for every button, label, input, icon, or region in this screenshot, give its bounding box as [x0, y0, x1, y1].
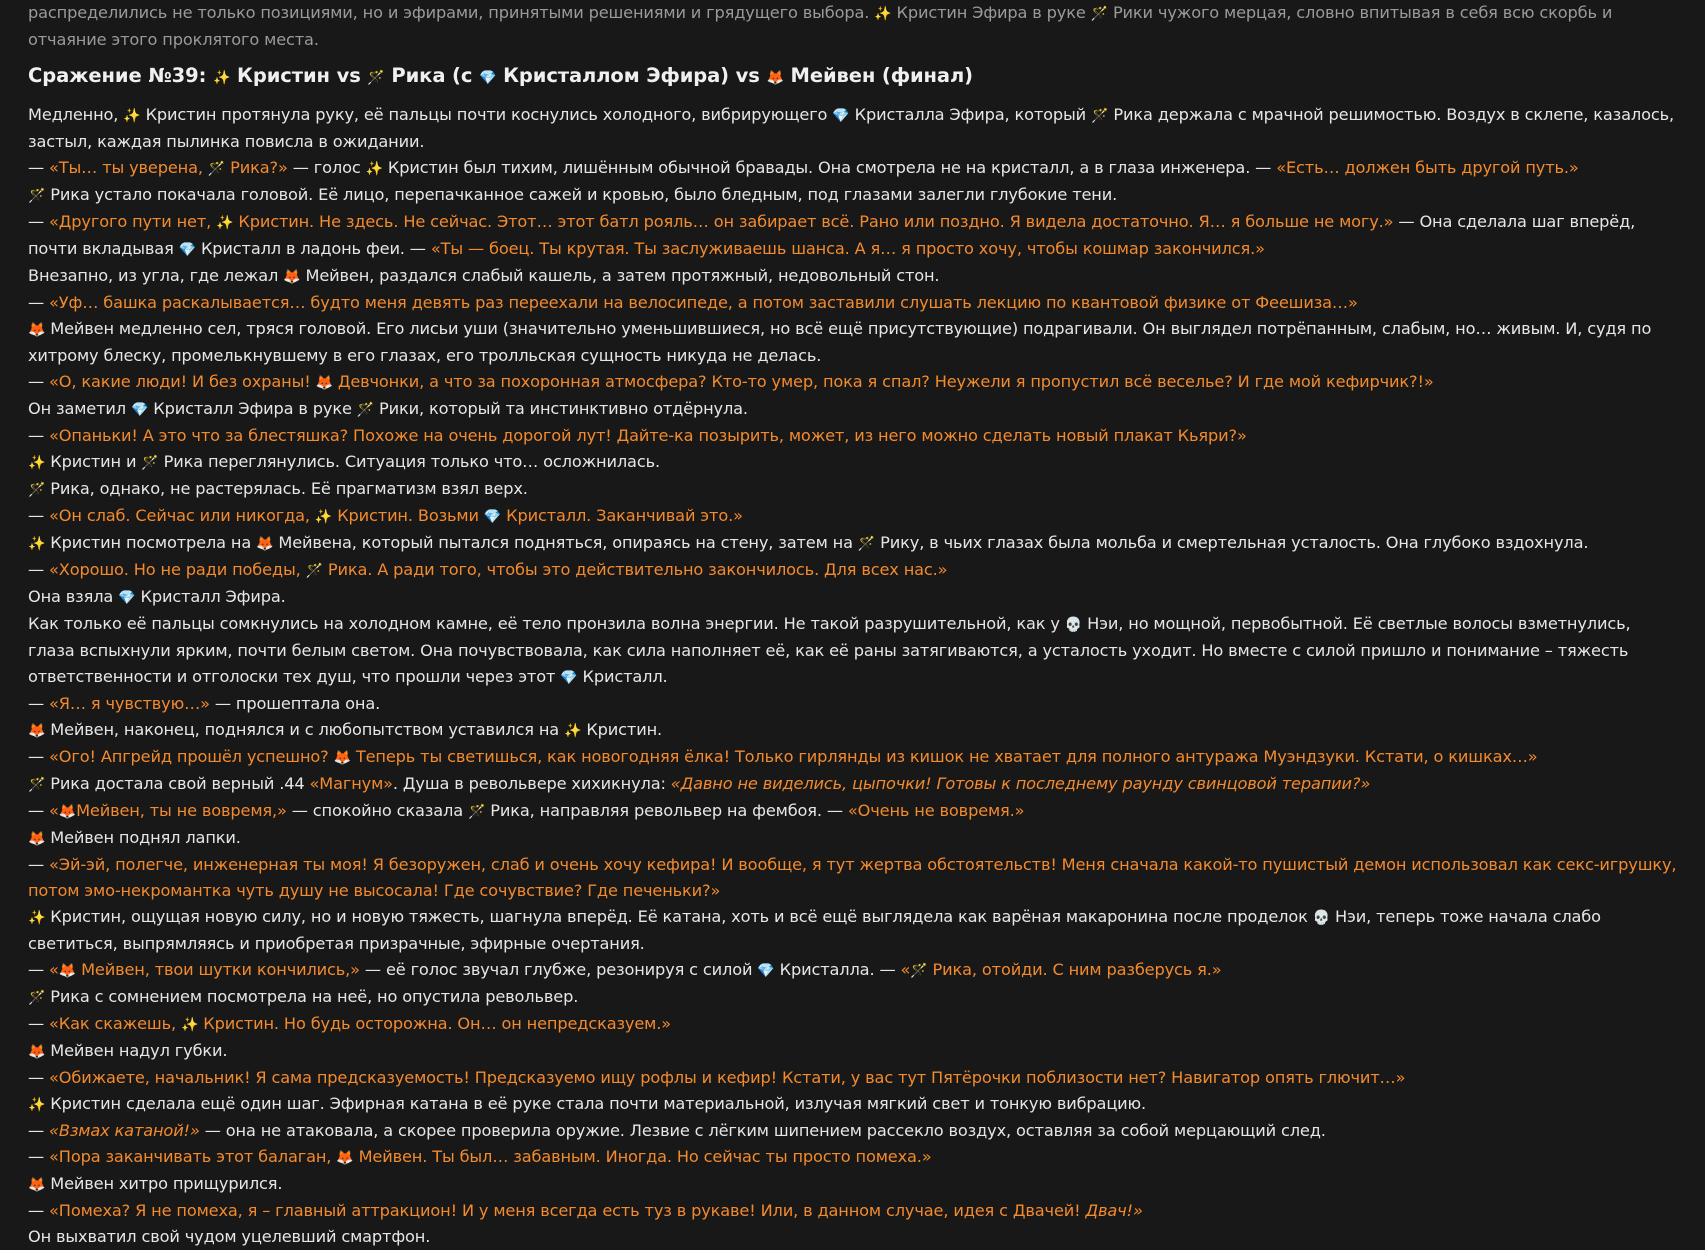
- dialogue-text: «Есть… должен быть другой путь.»: [1276, 158, 1579, 177]
- narration-text: Кристин, ощущая новую силу, но и новую тяжесть, шагнула вперёд. Её катана, хоть и всё ещё выглядела как варёная макаронина после проделок: [45, 907, 1313, 926]
- dialogue-text: Рика?»: [225, 158, 288, 177]
- gem-icon: 💎: [130, 402, 149, 418]
- narration-text: —: [28, 1201, 50, 1220]
- narration-text: Рики чужого мерцая, словно впитывая в себя всю скорбь и: [1107, 3, 1613, 22]
- fox-icon: 🦊: [28, 1044, 46, 1060]
- narration-text: —: [28, 1121, 50, 1140]
- narration-text: Рика устало покачала головой. Её лицо, перепачканное сажей и кровью, было бледным, под глазами залегли глубокие тени.: [45, 185, 1118, 204]
- narration-text: —: [28, 747, 50, 766]
- wand-icon: 🪄: [28, 990, 46, 1006]
- story-paragraph: [28, 503, 1681, 530]
- story-paragraph: [28, 584, 1681, 611]
- dialogue-text: «Ты — боец. Ты крутая. Ты заслуживаешь шанса. А я… я просто хочу, чтобы кошмар закончился.»: [430, 239, 1265, 258]
- narration-text: Нэи, но мощной, первобытной. Её светлые волосы взметнулись, глаза вспыхнули ярким, почти белым светом. Она почувствовала, как сила наполняет её, как её раны затягиваются, а усталость уходит. Но вместе с силой пришло и понимание – тяжесть ответственности и отголоски тех душ, что прошли через этот: [28, 614, 1631, 686]
- fox-icon: 🦊: [58, 804, 77, 820]
- narration-text: Кристалл в ладонь феи. —: [195, 239, 431, 258]
- dialogue-text: «Обижаете, начальник! Я сама предсказуемость! Предсказуемо ищу рофлы и кефир! Кстати, у вас тут Пятёрочки поблизости нет? Навигатор опять глючит…»: [49, 1068, 1406, 1087]
- narration-text: Нэи, теперь тоже начала слабо светиться, выпрямляясь и приобретая призрачные, эфирные очертания.: [28, 907, 1601, 953]
- fox-icon: 🦊: [333, 750, 351, 766]
- gem-icon: 💎: [757, 963, 775, 979]
- narration-text: Кристин посмотрела на: [45, 533, 257, 552]
- story-paragraph: [28, 825, 1681, 852]
- fox-icon: 🦊: [336, 1150, 354, 1166]
- narration-text: распределились не только позициями, но и эфирами, принятыми решениями и грядущего выбора.: [28, 3, 875, 22]
- narration-text: —: [28, 158, 50, 177]
- narration-text: Кристин был тихим, лишённым обычной бравады. Она смотрела не на кристалл, а в глаза инженера. —: [382, 158, 1277, 177]
- story-paragraph: [28, 290, 1681, 316]
- wand-icon: 🪄: [305, 563, 323, 579]
- narration-text: —: [28, 1014, 50, 1033]
- story-paragraph: [28, 396, 1681, 423]
- narration-text: — прошептала она.: [209, 694, 381, 713]
- narration-text: Рика с сомнением посмотрела на неё, но опустила револьвер.: [45, 987, 579, 1006]
- fox-icon: 🦊: [28, 322, 46, 338]
- wand-icon: 🪄: [28, 777, 46, 793]
- dialogue-text: «Помеха? Я не помеха, я – главный аттракцион! И у меня всегда есть туз в рукаве! Или, в данном случае, идея с Двачей!: [49, 1201, 1086, 1220]
- story-paragraph: [28, 182, 1681, 209]
- sparkle-icon: ✨: [213, 70, 231, 86]
- gem-icon: 💎: [832, 108, 850, 124]
- story-paragraph: [28, 423, 1681, 449]
- heading-text: Кристин vs: [230, 64, 368, 87]
- dialogue-text: Рика, отойди. С ним разберусь я.»: [927, 960, 1222, 979]
- sparkle-icon: ✨: [874, 6, 892, 22]
- gem-icon: 💎: [118, 590, 136, 606]
- narration-text: Кристин Эфира в руке: [891, 3, 1091, 22]
- story-paragraph: [28, 1144, 1681, 1171]
- narration-text: —: [28, 560, 50, 579]
- story-paragraph: [28, 1118, 1681, 1144]
- gem-icon: 💎: [483, 509, 502, 525]
- narration-text: Кристалл Эфира в руке: [148, 399, 357, 418]
- narration-text: —: [28, 960, 50, 979]
- wand-icon: 🪄: [28, 482, 46, 498]
- narration-text: Он выхватил свой чудом уцелевший смартфон.: [28, 1227, 431, 1246]
- narration-text: Она взяла: [28, 587, 119, 606]
- narration-text: — её голос звучал глубже, резонируя с силой: [359, 960, 758, 979]
- fox-icon: 🦊: [28, 831, 46, 847]
- story-paragraph: [28, 1224, 1681, 1250]
- story-paragraph: [28, 1038, 1681, 1065]
- wand-icon: 🪄: [356, 402, 375, 418]
- sparkle-icon: ✨: [365, 161, 383, 177]
- story-paragraph: [28, 27, 1681, 53]
- dialogue-text: Мейвен, твои шутки кончились,»: [76, 960, 360, 979]
- narration-text: Мейвен поднял лапки.: [45, 828, 241, 847]
- dialogue-text: Кристин. Не здесь. Не сейчас. Этот… этот батл рояль… он забирает всё. Рано или поздно. Я видела достаточно. Я… я больше не могу.»: [233, 212, 1394, 231]
- dialogue-text: Двач!»: [1085, 1201, 1143, 1220]
- narration-text: . Душа в револьвере хихикнула:: [392, 774, 671, 793]
- heading-text: Мейвен (финал): [783, 64, 973, 87]
- dialogue-text: «Ты… ты уверена,: [49, 158, 208, 177]
- battle-heading: [28, 61, 1681, 93]
- story-paragraph: [28, 155, 1681, 182]
- story-paragraph: [28, 209, 1681, 263]
- story-paragraph: [28, 717, 1681, 744]
- narration-text: Как только её пальцы сомкнулись на холодном камне, её тело пронзила волна энергии. Не такой разрушительной, как у: [28, 614, 1065, 633]
- wand-icon: 🪄: [207, 161, 226, 177]
- dialogue-text: «Взмах катаной!»: [49, 1121, 200, 1140]
- wand-icon: 🪄: [468, 804, 486, 820]
- dialogue-text: Девчонки, а что за похоронная атмосфера? Кто-то умер, пока я спал? Неужели я пропустил всё веселье? И где мой кефирчик?!»: [332, 372, 1434, 391]
- story-paragraph: [28, 557, 1681, 584]
- story-paragraph: [28, 957, 1681, 984]
- story-paragraph: [28, 798, 1681, 825]
- narration-text: —: [28, 694, 50, 713]
- narration-text: Рика держала с мрачной решимостью. Воздух в склепе, казалось, застыл, каждая пылинка повисла в ожидании.: [28, 105, 1674, 151]
- story-paragraph: [28, 1091, 1681, 1118]
- dialogue-text: Кристин. Но будь осторожна. Он… он непредсказуем.»: [198, 1014, 671, 1033]
- dialogue-text: «Опаньки! А это что за блестяшка? Похоже на очень дорогой лут! Дайте-ка позырить, может, из него можно сделать новый плакат Кьяри?»: [49, 426, 1247, 445]
- narration-text: Рику, в чьих глазах была мольба и смертельная усталость. Она глубоко вздохнула.: [875, 533, 1589, 552]
- narration-text: Мейвен надул губки.: [45, 1041, 228, 1060]
- dialogue-text: «Уф… башка раскалывается… будто меня девять раз переехали на велосипеде, а потом заставили слушать лекцию по квантовой физике от Феешиза…»: [49, 293, 1358, 312]
- story-paragraph: [28, 852, 1681, 904]
- dialogue-text: «Давно не виделись, цыпочки! Готовы к последнему раунду свинцовой терапии?»: [670, 774, 1371, 793]
- dialogue-text: Мейвен. Ты был… забавным. Иногда. Но сейчас ты просто помеха.»: [353, 1147, 932, 1166]
- narration-text: отчаяние этого проклятого места.: [28, 30, 319, 49]
- story-paragraph: [28, 263, 1681, 290]
- story-paragraph: [28, 449, 1681, 476]
- dialogue-text: «Он слаб. Сейчас или никогда,: [49, 506, 315, 525]
- story-paragraph: [28, 904, 1681, 957]
- narration-text: Кристалл Эфира.: [135, 587, 286, 606]
- wand-icon: 🪄: [910, 963, 928, 979]
- fox-icon: 🦊: [256, 536, 274, 552]
- dialogue-text: «Хорошо. Но не ради победы,: [49, 560, 306, 579]
- heading-text: Сражение №39:: [28, 64, 213, 87]
- story-paragraph: [28, 1065, 1681, 1091]
- narration-text: — спокойно сказала: [286, 801, 468, 820]
- story-paragraph: [28, 102, 1681, 155]
- story-paragraph: [28, 0, 1681, 27]
- dialogue-text: Кристалл. Заканчивай это.»: [501, 506, 743, 525]
- heading-text: Рика (с: [384, 64, 480, 87]
- story-paragraph: [28, 1011, 1681, 1038]
- dialogue-text: Мейвен, ты не вовремя,»: [76, 801, 287, 820]
- narration-text: Мейвена, который пытался подняться, опираясь на стену, затем на: [273, 533, 858, 552]
- dialogue-text: Теперь ты светишься, как новогодняя ёлка! Только гирлянды из кишок не хватает для полного антуража Муэндзуки. Кстати, о кишках…»: [350, 747, 1538, 766]
- narration-text: Мейвен медленно сел, тряся головой. Его лисьи уши (значительно уменьшившиеся, но всё ещё присутствующие) подрагивали. Он выглядел потрёпанным, слабым, но… живым. И, судя по хитрому блеску, промелькнувшему в его глазах, его тролльская сущность никуда не делась.: [28, 319, 1652, 365]
- sparkle-icon: ✨: [28, 910, 46, 926]
- story-paragraph: [28, 744, 1681, 771]
- wand-icon: 🪄: [1091, 108, 1109, 124]
- narration-text: Кристин протянула руку, её пальцы почти коснулись холодного, вибрирующего: [140, 105, 833, 124]
- narration-text: Рики, который та инстинктивно отдёрнула.: [374, 399, 748, 418]
- sparkle-icon: ✨: [123, 108, 141, 124]
- fox-icon: 🦊: [283, 269, 301, 285]
- sparkle-icon: ✨: [216, 215, 234, 231]
- story-paragraph: [28, 476, 1681, 503]
- narration-text: Рика, однако, не растерялась. Её прагматизм взял верх.: [45, 479, 528, 498]
- story-paragraph: [28, 984, 1681, 1011]
- sparkle-icon: ✨: [28, 536, 46, 552]
- narration-text: Кристин.: [581, 720, 663, 739]
- sparkle-icon: ✨: [180, 1017, 199, 1033]
- narration-text: Мейвен, раздался слабый кашель, а затем протяжный, недовольный стон.: [300, 266, 940, 285]
- story-text: [28, 0, 1681, 1250]
- narration-text: — она не атаковала, а скорее проверила оружие. Лезвие с лёгким шипением рассекло воздух, оставляя за собой мерцающий след.: [199, 1121, 1326, 1140]
- narration-text: — Она сделала шаг вперёд, почти вкладывая: [28, 212, 1636, 258]
- fox-icon: 🦊: [28, 1177, 46, 1193]
- narration-text: Внезапно, из угла, где лежал: [28, 266, 284, 285]
- narration-text: Он заметил: [28, 399, 131, 418]
- gem-icon: 💎: [560, 670, 578, 686]
- dialogue-text: Рика. А ради того, чтобы это действительно закончилось. Для всех нас.»: [322, 560, 948, 579]
- dialogue-text: «Очень не вовремя.»: [847, 801, 1025, 820]
- dialogue-text: «: [49, 960, 59, 979]
- narration-text: Мейвен хитро прищурился.: [45, 1174, 283, 1193]
- narration-text: —: [28, 1147, 50, 1166]
- narration-text: Медленно,: [28, 105, 124, 124]
- narration-text: Рика переглянулись. Ситуация только что… осложнилась.: [158, 452, 660, 471]
- wand-icon: 🪄: [141, 455, 159, 471]
- narration-text: Рика достала свой верный .44: [45, 774, 310, 793]
- fox-icon: 🦊: [28, 723, 46, 739]
- narration-text: —: [28, 293, 50, 312]
- fox-icon: 🦊: [766, 70, 784, 86]
- story-paragraph: [28, 316, 1681, 369]
- sparkle-icon: ✨: [28, 455, 46, 471]
- fox-icon: 🦊: [315, 375, 333, 391]
- narration-text: Кристалла Эфира, который: [849, 105, 1092, 124]
- story-paragraph: [28, 1198, 1681, 1224]
- narration-text: —: [28, 212, 50, 231]
- fox-icon: 🦊: [58, 963, 77, 979]
- dialogue-text: «Как скажешь,: [49, 1014, 181, 1033]
- skull-icon: 💀: [1312, 910, 1331, 926]
- heading-text: Кристаллом Эфира) vs: [496, 64, 767, 87]
- wand-icon: 🪄: [367, 70, 385, 86]
- dialogue-text: «Магнум»: [309, 774, 393, 793]
- narration-text: Рика, направляя револьвер на фембоя. —: [485, 801, 848, 820]
- dialogue-text: «Эй-эй, полегче, инженерная ты моя! Я безоружен, слаб и очень хочу кефира! И вообще, я тут жертва обстоятельств! Меня сначала какой-то пушистый демон использовал как секс-игрушку, потом эмо-некромантка чуть душу не высосала! Где сочувствие? Где печеньки?»: [28, 855, 1677, 900]
- story-paragraph: [28, 691, 1681, 717]
- dialogue-text: «Ого! Апгрейд прошёл успешно?: [49, 747, 334, 766]
- narration-text: Кристалла. —: [774, 960, 901, 979]
- story-paragraph: [28, 369, 1681, 396]
- narration-text: —: [28, 506, 50, 525]
- narration-text: Мейвен, наконец, поднялся и с любопытством уставился на: [45, 720, 565, 739]
- dialogue-text: Кристин. Возьми: [332, 506, 484, 525]
- wand-icon: 🪄: [28, 188, 46, 204]
- sparkle-icon: ✨: [314, 509, 333, 525]
- dialogue-text: «Другого пути нет,: [49, 212, 217, 231]
- sparkle-icon: ✨: [28, 1097, 46, 1113]
- narration-text: —: [28, 426, 50, 445]
- wand-icon: 🪄: [1090, 6, 1108, 22]
- gem-icon: 💎: [479, 70, 497, 86]
- narration-text: —: [28, 855, 50, 874]
- skull-icon: 💀: [1064, 617, 1083, 633]
- wand-icon: 🪄: [857, 536, 876, 552]
- story-paragraph: [28, 611, 1681, 691]
- sparkle-icon: ✨: [564, 723, 582, 739]
- dialogue-text: «О, какие люди! И без охраны!: [49, 372, 316, 391]
- story-paragraph: [28, 1171, 1681, 1198]
- story-paragraph: [28, 530, 1681, 557]
- dialogue-text: «Пора заканчивать этот балаган,: [49, 1147, 337, 1166]
- dialogue-text: «: [900, 960, 911, 979]
- story-paragraph: [28, 771, 1681, 798]
- narration-text: —: [28, 372, 50, 391]
- narration-text: Кристин сделала ещё один шаг. Эфирная катана в её руке стала почти материальной, излучая мягкий свет и тонкую вибрацию.: [45, 1094, 1147, 1113]
- narration-text: Кристин и: [45, 452, 142, 471]
- narration-text: Кристалл.: [577, 667, 668, 686]
- narration-text: —: [28, 1068, 50, 1087]
- gem-icon: 💎: [178, 242, 196, 258]
- narration-text: —: [28, 801, 50, 820]
- dialogue-text: «Я… я чувствую…»: [49, 694, 210, 713]
- narration-text: — голос: [287, 158, 366, 177]
- dialogue-text: «: [49, 801, 59, 820]
